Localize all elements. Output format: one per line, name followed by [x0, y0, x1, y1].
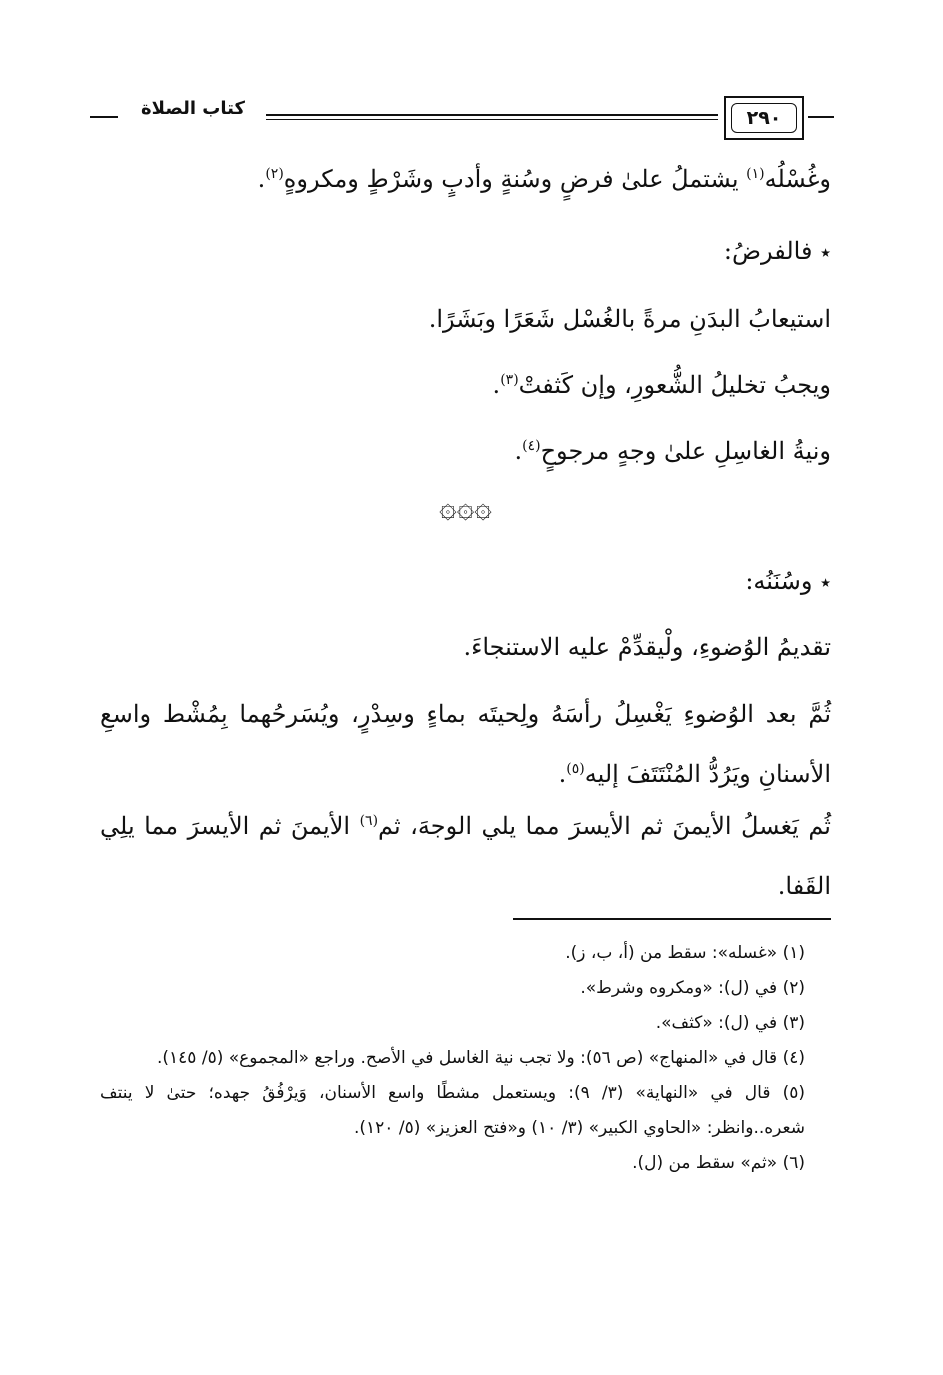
- footnotes: [100, 936, 831, 1181]
- asterisk-icon: ٭: [820, 570, 831, 594]
- page-header: [90, 96, 834, 144]
- page-number-frame: [724, 96, 804, 140]
- sunan-item-3-end: الأيمنَ ثم الأيسرَ مما يلِي القَفا.: [100, 812, 831, 900]
- footnote-ref-2[interactable]: (٢): [265, 166, 284, 182]
- footnote-ref-4[interactable]: (٤): [522, 438, 541, 454]
- sunan-heading: [100, 566, 831, 597]
- footnote-separator: [513, 918, 831, 920]
- running-title: كتاب الصلاة: [141, 98, 245, 119]
- sunan-item-1: تقديمُ الوُضوءِ، ولْيقدِّمْ عليه الاستنجاءَ.: [463, 633, 831, 661]
- footnote-1: (١) «غسله»: سقط من (أ، ب، ز).: [565, 943, 805, 963]
- header-rule-right: [808, 116, 834, 118]
- footnote-ref-1[interactable]: (١): [746, 166, 765, 182]
- fard-heading: [100, 236, 831, 267]
- footnote-5: (٥) قال في «النهاية» (٣/ ٩): ويستعمل مشطًا واسع الأسنان، وَيرْفُقُ جهده؛ حتىٰ لا ينتف شعره..وانظر: «الحاوي الكبير» (٣/ ١٠) و«فتح العزيز» (٥/ ١٢٠).: [100, 1083, 806, 1138]
- footnote-ref-5[interactable]: (٥): [566, 761, 585, 777]
- header-rule-middle: [266, 114, 718, 120]
- sunan-item-3: [100, 796, 831, 916]
- sunan-item-2-end: .: [558, 760, 567, 788]
- intro-text-start: وغُسْلُه: [764, 165, 831, 193]
- intro-text-end: .: [257, 165, 266, 193]
- header-rule-left: [90, 116, 118, 118]
- sunan-heading-text: وسُنَنُه:: [745, 567, 821, 595]
- footnote-ref-6[interactable]: (٦): [359, 813, 379, 829]
- fard-heading-text: فالفرضُ:: [723, 237, 821, 265]
- sunan-item-2: [100, 684, 831, 804]
- fard-item-2-text: ويجبُ تخليلُ الشُّعورِ، وإن كَثفتْ: [518, 371, 831, 399]
- asterisk-icon: ٭: [820, 240, 831, 264]
- fard-item-3-end: .: [514, 437, 523, 465]
- fard-item-3: [100, 436, 831, 467]
- footnote-ref-3[interactable]: (٣): [500, 372, 519, 388]
- footnote-4: (٤) قال في «المنهاج» (ص ٥٦): ولا تجب نية الغاسل في الأصح. وراجع «المجموع» (٥/ ١٤٥).: [156, 1048, 805, 1068]
- sunan-item-2-text: ثُمَّ بعد الوُضوءِ يَغْسِلُ رأسَهُ ولِحيتَه بماءٍ وسِدْرٍ، ويُسَرحُهما بِمُشْط واسعِ الأسنانِ ويَرُدُّ المُنْتَتَفَ إليه: [100, 700, 831, 788]
- section-divider-ornament: ۞۞۞: [439, 490, 492, 525]
- footnote-2: (٢) في (ل): «ومكروه وشرط».: [580, 978, 805, 998]
- page-number: ٢٩٠: [731, 103, 797, 133]
- fard-item-3-text: ونيةُ الغاسِلِ علىٰ وجهٍ مرجوحٍ: [540, 437, 831, 465]
- fard-item-2: [100, 370, 831, 401]
- intro-line: [100, 164, 831, 195]
- fard-item-2-end: .: [492, 371, 501, 399]
- fard-item-1: استيعابُ البدَنِ مرةً بالغُسْل شَعَرًا وبَشَرًا.: [428, 305, 831, 333]
- footnote-6: (٦) «ثم» سقط من (ل).: [632, 1153, 805, 1173]
- intro-text-middle: يشتملُ علىٰ فرضٍ وسُنةٍ وأدبٍ وشَرْطٍ ومكروهٍ: [283, 165, 747, 193]
- sunan-item-3-text: ثُم يَغسلُ الأيمنَ ثم الأيسرَ مما يلي الوجهَ، ثم: [378, 812, 831, 840]
- footnote-3: (٣) في (ل): «كثف».: [655, 1013, 805, 1033]
